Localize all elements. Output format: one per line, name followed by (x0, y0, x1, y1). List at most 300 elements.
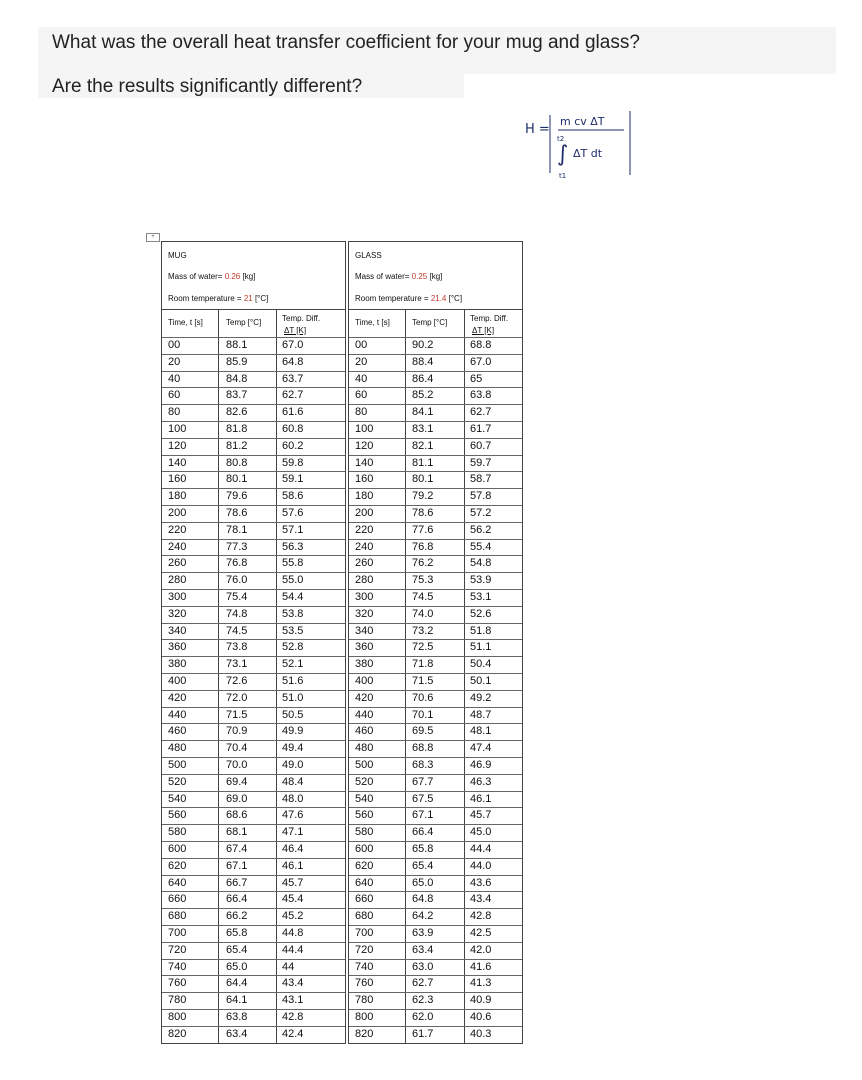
time-cell: 60 (168, 389, 181, 402)
temp-cell: 69.4 (226, 775, 248, 788)
temp-cell: 70.4 (226, 742, 248, 755)
diff-cell: 44.4 (470, 843, 492, 855)
time-cell: 20 (355, 355, 368, 368)
temp-cell: 65.8 (226, 927, 248, 939)
diff-cell: 52.1 (282, 658, 304, 671)
temp-cell: 82.6 (226, 406, 248, 419)
glass-col-diff: Temp. Diff. (470, 314, 509, 323)
time-cell: 40 (355, 372, 368, 385)
time-cell: 580 (355, 826, 374, 839)
table-row (162, 1009, 345, 1027)
time-cell: 260 (168, 557, 187, 570)
table-row (349, 471, 522, 489)
time-cell: 580 (168, 826, 187, 839)
diff-cell: 59.8 (282, 456, 304, 469)
time-cell: 560 (168, 809, 187, 822)
time-cell: 500 (355, 759, 374, 771)
diff-cell: 40.3 (470, 1027, 492, 1040)
mug-col-diff-unit: ΔT [K] (284, 326, 307, 335)
table-row (349, 875, 522, 893)
temp-cell: 85.9 (226, 355, 248, 368)
time-cell: 120 (355, 439, 374, 452)
diff-cell: 48.1 (470, 725, 492, 738)
time-cell: 340 (168, 624, 187, 637)
diff-cell: 45.4 (282, 893, 304, 906)
time-cell: 20 (168, 355, 181, 368)
glass-col-diff-unit: ΔT [K] (472, 326, 495, 335)
diff-cell: 46.4 (282, 843, 304, 855)
temp-cell: 75.4 (226, 591, 248, 603)
diff-cell: 64.8 (282, 355, 304, 368)
table-row (162, 555, 345, 573)
diff-cell: 42.8 (282, 1011, 304, 1023)
table-row (162, 891, 345, 909)
time-cell: 760 (355, 977, 374, 990)
temp-cell: 77.3 (226, 540, 248, 553)
diff-cell: 63.7 (282, 372, 304, 385)
mug-col-temp: Temp [°C] (226, 318, 262, 327)
question-1: What was the overall heat transfer coefficient for your mug and glass? (52, 32, 640, 53)
temp-cell: 79.6 (226, 490, 248, 503)
table-row (349, 925, 522, 943)
diff-cell: 42.4 (282, 1027, 304, 1040)
temp-cell: 68.8 (412, 742, 434, 755)
time-cell: 120 (168, 439, 187, 452)
time-cell: 100 (168, 423, 187, 435)
mug-col-time: Time, t [s] (168, 318, 203, 327)
temp-cell: 82.1 (412, 439, 434, 452)
temp-cell: 77.6 (412, 523, 434, 536)
diff-cell: 40.9 (470, 994, 492, 1007)
diff-cell: 46.3 (470, 775, 492, 788)
time-cell: 820 (355, 1027, 374, 1040)
diff-cell: 49.2 (470, 691, 492, 704)
table-row (349, 337, 522, 355)
time-cell: 620 (355, 859, 374, 872)
temp-cell: 76.8 (412, 540, 434, 553)
diff-cell: 68.8 (470, 339, 492, 351)
time-cell: 700 (355, 927, 374, 939)
temp-cell: 63.4 (412, 943, 434, 956)
table-row (162, 841, 345, 859)
time-cell: 40 (168, 372, 181, 385)
mug-table (161, 241, 346, 1044)
glass-room-temp: Room temperature = 21.4 [°C] (355, 294, 463, 303)
time-cell: 420 (168, 691, 187, 704)
time-cell: 740 (168, 960, 187, 973)
diff-cell: 54.8 (470, 557, 492, 570)
table-row (349, 438, 522, 456)
time-cell: 700 (168, 927, 187, 939)
temp-cell: 83.1 (412, 423, 434, 435)
time-cell: 800 (355, 1011, 374, 1023)
temp-cell: 86.4 (412, 372, 434, 385)
diff-cell: 49.0 (282, 759, 304, 771)
temp-cell: 83.7 (226, 389, 248, 402)
diff-cell: 43.6 (470, 876, 492, 889)
diff-cell: 62.7 (470, 406, 492, 419)
table-row (349, 522, 522, 540)
temp-cell: 63.9 (412, 927, 434, 939)
temp-cell: 63.8 (226, 1011, 248, 1023)
table-row (162, 438, 345, 456)
temp-cell: 78.6 (412, 507, 434, 519)
diff-cell: 46.9 (470, 759, 492, 771)
table-row (162, 791, 345, 809)
time-cell: 400 (168, 675, 187, 687)
time-cell: 300 (168, 591, 187, 603)
time-cell: 380 (355, 658, 374, 671)
table-row (349, 774, 522, 792)
table-row (349, 539, 522, 557)
question-2: Are the results significantly different? (52, 76, 363, 97)
temp-cell: 76.8 (226, 557, 248, 570)
formula-lhs: H = (525, 122, 550, 137)
time-cell: 780 (168, 994, 187, 1007)
table-row (349, 455, 522, 473)
table-row (349, 807, 522, 825)
table-row (162, 404, 345, 422)
time-cell: 460 (355, 725, 374, 738)
table-row (162, 908, 345, 926)
table-row (162, 1026, 345, 1044)
diff-cell: 52.6 (470, 607, 492, 620)
time-cell: 600 (355, 843, 374, 855)
temp-cell: 64.8 (412, 893, 434, 906)
table-row (162, 740, 345, 758)
temp-cell: 64.2 (412, 910, 434, 923)
temp-cell: 74.0 (412, 607, 434, 620)
table-row (162, 354, 345, 372)
diff-cell: 45.7 (282, 876, 304, 889)
glass-mass: Mass of water= 0.25 [kg] (355, 272, 443, 281)
table-row (349, 354, 522, 372)
table-row (162, 639, 345, 657)
temp-cell: 88.4 (412, 355, 434, 368)
table-row (162, 471, 345, 489)
table-row (349, 606, 522, 624)
diff-cell: 44.0 (470, 859, 492, 872)
diff-cell: 53.8 (282, 607, 304, 620)
table-row (349, 942, 522, 960)
table-row (349, 623, 522, 641)
time-cell: 220 (168, 523, 187, 536)
time-cell: 660 (168, 893, 187, 906)
table-row (349, 858, 522, 876)
time-cell: 00 (168, 339, 181, 351)
temp-cell: 71.5 (412, 675, 434, 687)
temp-cell: 78.1 (226, 523, 248, 536)
temp-cell: 74.5 (412, 591, 434, 603)
diff-cell: 60.2 (282, 439, 304, 452)
table-row (349, 1026, 522, 1044)
table-row (162, 807, 345, 825)
time-cell: 640 (355, 876, 374, 889)
table-row (349, 387, 522, 405)
table-row (162, 421, 345, 439)
temp-cell: 69.0 (226, 792, 248, 805)
temp-cell: 88.1 (226, 339, 248, 351)
time-cell: 720 (355, 943, 374, 956)
table-row (162, 522, 345, 540)
table-row (162, 975, 345, 993)
diff-cell: 43.1 (282, 994, 304, 1007)
temp-cell: 69.5 (412, 725, 434, 738)
temp-cell: 66.4 (412, 826, 434, 839)
diff-cell: 41.3 (470, 977, 492, 990)
formula-lower-limit: t1 (559, 172, 567, 180)
diff-cell: 51.0 (282, 691, 304, 704)
time-cell: 380 (168, 658, 187, 671)
time-cell: 780 (355, 994, 374, 1007)
time-cell: 320 (168, 607, 187, 620)
diff-cell: 44.8 (282, 927, 304, 939)
table-row (349, 589, 522, 607)
diff-cell: 45.7 (470, 809, 492, 822)
temp-cell: 72.0 (226, 691, 248, 704)
time-cell: 620 (168, 859, 187, 872)
diff-cell: 43.4 (282, 977, 304, 990)
temp-cell: 68.6 (226, 809, 248, 822)
diff-cell: 46.1 (470, 792, 492, 805)
temp-cell: 72.6 (226, 675, 248, 687)
mug-room-temp: Room temperature = 21 [°C] (168, 294, 269, 303)
temp-cell: 84.1 (412, 406, 434, 419)
time-cell: 220 (355, 523, 374, 536)
table-row (349, 791, 522, 809)
table-row (162, 723, 345, 741)
diff-cell: 51.1 (470, 641, 492, 654)
time-cell: 600 (168, 843, 187, 855)
time-cell: 00 (355, 339, 368, 351)
table-row (162, 992, 345, 1010)
diff-cell: 56.2 (470, 523, 492, 536)
diff-cell: 49.4 (282, 742, 304, 755)
temp-cell: 85.2 (412, 389, 434, 402)
diff-cell: 55.4 (470, 540, 492, 553)
table-row (349, 404, 522, 422)
time-cell: 300 (355, 591, 374, 603)
temp-cell: 73.8 (226, 641, 248, 654)
temp-cell: 80.1 (412, 473, 434, 486)
time-cell: 420 (355, 691, 374, 704)
time-cell: 60 (355, 389, 368, 402)
time-cell: 440 (355, 708, 374, 721)
temp-cell: 72.5 (412, 641, 434, 654)
mug-col-diff: Temp. Diff. (282, 314, 321, 323)
table-row (162, 959, 345, 977)
time-cell: 680 (168, 910, 187, 923)
temp-cell: 61.7 (412, 1027, 434, 1040)
diff-cell: 59.1 (282, 473, 304, 486)
diff-cell: 60.7 (470, 439, 492, 452)
temp-cell: 67.1 (226, 859, 248, 872)
temp-cell: 78.6 (226, 507, 248, 519)
time-cell: 720 (168, 943, 187, 956)
diff-cell: 57.2 (470, 507, 492, 519)
diff-cell: 51.8 (470, 624, 492, 637)
temp-cell: 67.4 (226, 843, 248, 855)
table-row (162, 539, 345, 557)
table-row (162, 505, 345, 523)
time-cell: 160 (168, 473, 187, 486)
diff-cell: 56.3 (282, 540, 304, 553)
temp-cell: 74.5 (226, 624, 248, 637)
temp-cell: 65.4 (226, 943, 248, 956)
time-cell: 540 (168, 792, 187, 805)
temp-cell: 65.0 (412, 876, 434, 889)
diff-cell: 42.5 (470, 927, 492, 939)
table-row (162, 387, 345, 405)
diff-cell: 57.1 (282, 523, 304, 536)
diff-cell: 57.8 (470, 490, 492, 503)
time-cell: 360 (168, 641, 187, 654)
temp-cell: 65.0 (226, 960, 248, 973)
time-cell: 820 (168, 1027, 187, 1040)
temp-cell: 90.2 (412, 339, 434, 351)
time-cell: 100 (355, 423, 374, 435)
diff-cell: 55.8 (282, 557, 304, 570)
temp-cell: 66.7 (226, 876, 248, 889)
time-cell: 520 (168, 775, 187, 788)
table-row (349, 488, 522, 506)
temp-cell: 70.0 (226, 759, 248, 771)
table-row (349, 639, 522, 657)
glass-table (348, 241, 523, 1044)
time-cell: 540 (355, 792, 374, 805)
temp-cell: 65.4 (412, 859, 434, 872)
diff-cell: 57.6 (282, 507, 304, 519)
time-cell: 240 (355, 540, 374, 553)
temp-cell: 73.2 (412, 624, 434, 637)
table-row (349, 505, 522, 523)
table-row (349, 824, 522, 842)
diff-cell: 48.0 (282, 792, 304, 805)
temp-cell: 62.3 (412, 994, 434, 1007)
table-row (162, 606, 345, 624)
diff-cell: 62.7 (282, 389, 304, 402)
diff-cell: 53.9 (470, 574, 492, 587)
mug-title: MUG (168, 251, 187, 260)
diff-cell: 53.1 (470, 591, 492, 603)
table-row (349, 908, 522, 926)
table-row (349, 959, 522, 977)
diff-cell: 46.1 (282, 859, 304, 872)
heat-transfer-formula (520, 103, 650, 183)
diff-cell: 61.7 (470, 423, 492, 435)
time-cell: 80 (355, 406, 368, 419)
diff-cell: 61.6 (282, 406, 304, 419)
temp-cell: 67.1 (412, 809, 434, 822)
diff-cell: 63.8 (470, 389, 492, 402)
diff-cell: 50.4 (470, 658, 492, 671)
diff-cell: 54.4 (282, 591, 304, 603)
temp-cell: 74.8 (226, 607, 248, 620)
time-cell: 80 (168, 406, 181, 419)
time-cell: 680 (355, 910, 374, 923)
diff-cell: 58.7 (470, 473, 492, 486)
table-row (349, 740, 522, 758)
diff-cell: 43.4 (470, 893, 492, 906)
table-row (162, 455, 345, 473)
temp-cell: 76.0 (226, 574, 248, 587)
time-cell: 500 (168, 759, 187, 771)
glass-title: GLASS (355, 251, 382, 260)
diff-cell: 42.8 (470, 910, 492, 923)
diff-cell: 40.6 (470, 1011, 492, 1023)
table-row (162, 673, 345, 691)
temp-cell: 71.5 (226, 708, 248, 721)
temp-cell: 62.0 (412, 1011, 434, 1023)
temp-cell: 80.1 (226, 473, 248, 486)
time-cell: 520 (355, 775, 374, 788)
diff-cell: 48.7 (470, 708, 492, 721)
time-cell: 280 (168, 574, 187, 587)
diff-cell: 52.8 (282, 641, 304, 654)
time-cell: 800 (168, 1011, 187, 1023)
time-cell: 200 (168, 507, 187, 519)
diff-cell: 44 (282, 960, 295, 973)
table-row (349, 421, 522, 439)
diff-cell: 60.8 (282, 423, 304, 435)
diff-cell: 55.0 (282, 574, 304, 587)
temp-cell: 64.1 (226, 994, 248, 1007)
formula-integrand: ΔT dt (573, 147, 603, 160)
formula-numerator: m cv ΔT (560, 115, 605, 128)
table-row (349, 992, 522, 1010)
temp-cell: 64.4 (226, 977, 248, 990)
time-cell: 160 (355, 473, 374, 486)
time-cell: 460 (168, 725, 187, 738)
table-row (162, 757, 345, 775)
table-row (162, 623, 345, 641)
temp-cell: 81.2 (226, 439, 248, 452)
table-row (162, 572, 345, 590)
time-cell: 180 (168, 490, 187, 503)
diff-cell: 48.4 (282, 775, 304, 788)
diff-cell: 47.6 (282, 809, 304, 822)
table-row (349, 757, 522, 775)
time-cell: 260 (355, 557, 374, 570)
table-row (162, 589, 345, 607)
temp-cell: 63.0 (412, 960, 434, 973)
diff-cell: 41.6 (470, 960, 492, 973)
temp-cell: 75.3 (412, 574, 434, 587)
table-row (162, 337, 345, 355)
table-anchor-icon[interactable]: + (146, 233, 160, 242)
table-row (162, 875, 345, 893)
time-cell: 760 (168, 977, 187, 990)
table-row (349, 572, 522, 590)
temp-cell: 70.6 (412, 691, 434, 704)
temp-cell: 67.7 (412, 775, 434, 788)
table-row (349, 891, 522, 909)
time-cell: 440 (168, 708, 187, 721)
diff-cell: 51.6 (282, 675, 304, 687)
diff-cell: 53.5 (282, 624, 304, 637)
temp-cell: 66.2 (226, 910, 248, 923)
table-row (349, 555, 522, 573)
temp-cell: 73.1 (226, 658, 248, 671)
temp-cell: 68.3 (412, 759, 434, 771)
temp-cell: 81.1 (412, 456, 434, 469)
time-cell: 740 (355, 960, 374, 973)
time-cell: 280 (355, 574, 374, 587)
table-row (349, 673, 522, 691)
mug-mass: Mass of water= 0.26 [kg] (168, 272, 256, 281)
diff-cell: 45.2 (282, 910, 304, 923)
diff-cell: 67.0 (470, 355, 492, 368)
